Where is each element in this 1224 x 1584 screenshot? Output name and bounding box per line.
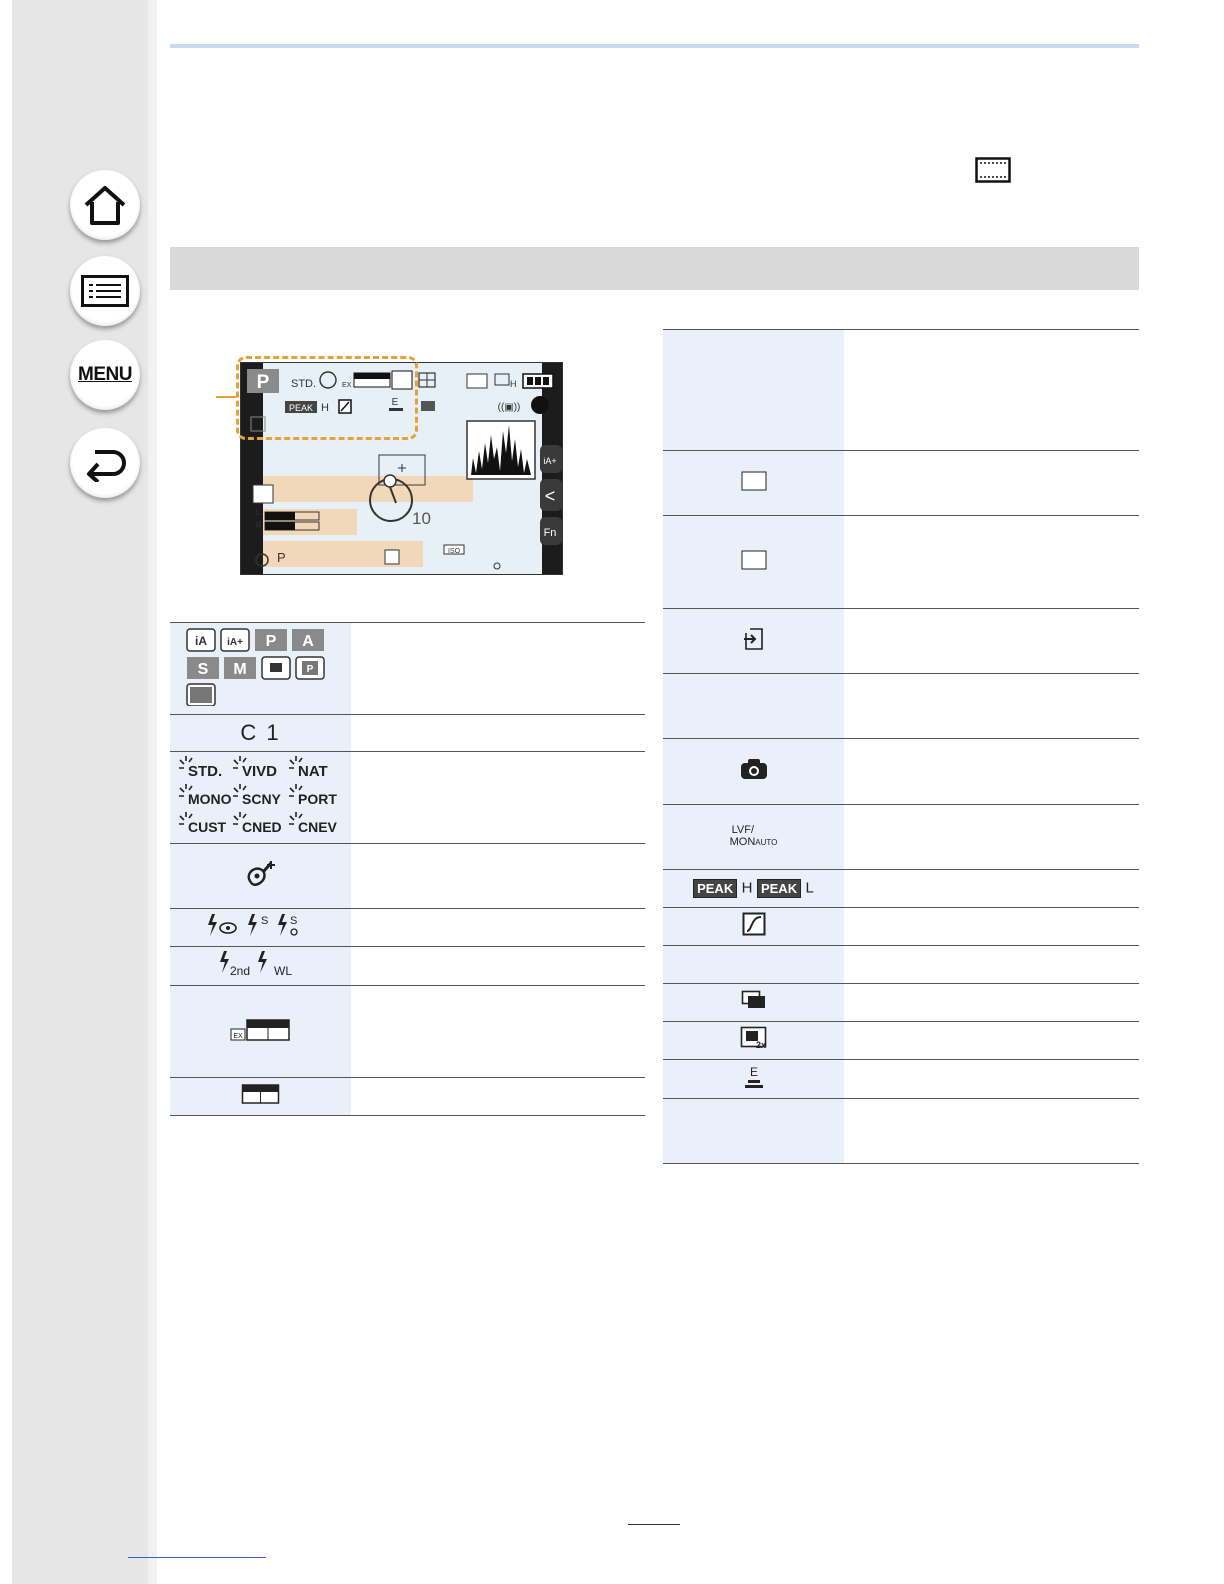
mode-p-label: P — [256, 372, 270, 393]
right-row-7-desc — [844, 805, 1139, 870]
right-row-2-desc — [844, 451, 1139, 516]
table-row — [170, 844, 645, 909]
right-row-1-desc — [844, 330, 1139, 451]
svg-text:S: S — [260, 915, 268, 927]
svg-text:2nd: 2nd — [229, 963, 250, 978]
top-rule — [170, 44, 1139, 48]
mode-desc — [351, 623, 645, 715]
peak-low-label: L — [805, 879, 814, 897]
svg-text:M: M — [232, 661, 247, 678]
camera-icon — [740, 758, 768, 780]
right-row-8-desc — [844, 870, 1139, 908]
svg-text:A: A — [301, 633, 314, 650]
table-row — [663, 1022, 1139, 1060]
photo-style-desc — [351, 752, 645, 844]
table-row — [170, 752, 645, 844]
menu-button[interactable] — [70, 340, 140, 410]
custom-set-label: C 1 — [240, 720, 281, 745]
right-row-11-icon — [663, 984, 844, 1022]
highlight-shadow-curve-icon — [742, 912, 766, 936]
flash-desc — [351, 909, 645, 947]
table-row — [663, 330, 1139, 451]
picture-size-cell — [170, 1078, 351, 1116]
flash-sync-icons — [216, 949, 306, 979]
right-row-6-desc — [844, 739, 1139, 805]
blank-box-icon — [741, 471, 767, 491]
right-row-4-icon — [663, 609, 844, 674]
right-row-11-desc — [844, 984, 1139, 1022]
self-timer-count: 10 — [412, 509, 431, 528]
photo-style-icons — [176, 752, 346, 838]
svg-text:CNED: CNED — [241, 819, 282, 835]
right-row-9-icon — [663, 908, 844, 946]
multiple-exposure-icon — [741, 990, 767, 1010]
sidebar-edge — [148, 0, 157, 1584]
side-button-back: < — [544, 486, 556, 506]
right-row-13-icon — [663, 1060, 844, 1099]
blank-box-icon — [741, 550, 767, 570]
card-access-icon — [742, 627, 766, 651]
svg-text:PEAK: PEAK — [288, 403, 314, 413]
custom-set-desc — [351, 715, 645, 752]
section-header-bar — [170, 247, 1139, 290]
right-row-6-icon — [663, 739, 844, 805]
callout-highlight — [236, 356, 418, 440]
mode-icons-cell — [170, 623, 351, 715]
home-icon — [81, 183, 129, 227]
svg-text:PORT: PORT — [297, 791, 337, 807]
svg-text:L: L — [256, 508, 261, 517]
right-row-12-desc — [844, 1022, 1139, 1060]
electronic-shutter-icon — [742, 1064, 766, 1090]
ex-tele-desc — [351, 986, 645, 1078]
menu-label: MENU — [78, 364, 132, 385]
side-button-fn: Fn — [543, 527, 557, 539]
home-button[interactable] — [70, 170, 140, 240]
back-button[interactable] — [70, 428, 140, 498]
table-row — [663, 908, 1139, 946]
table-row — [663, 1099, 1139, 1164]
svg-text:iA: iA — [194, 634, 207, 648]
right-row-10-icon — [663, 946, 844, 984]
svg-text:CUST: CUST — [187, 819, 226, 835]
svg-text:NAT: NAT — [297, 763, 328, 780]
sidebar — [12, 0, 148, 1584]
svg-text:MONO: MONO — [187, 791, 232, 807]
table-row — [663, 1060, 1139, 1099]
right-row-9-desc — [844, 908, 1139, 946]
right-row-4-desc — [844, 609, 1139, 674]
flash-sync-desc — [351, 947, 645, 986]
svg-text:P: P — [265, 633, 276, 650]
right-row-10-desc — [844, 946, 1139, 984]
right-row-7-icon — [663, 805, 844, 870]
list-icon — [81, 275, 129, 307]
svg-text:((▣)): ((▣)) — [497, 402, 521, 413]
table-row — [170, 623, 645, 715]
peak-high-label: H — [741, 879, 753, 897]
svg-text:VIVD: VIVD — [241, 763, 277, 780]
picture-size-desc — [351, 1078, 645, 1116]
table-row — [663, 870, 1139, 908]
right-row-13-desc — [844, 1060, 1139, 1099]
ex-tele-cell — [170, 986, 351, 1078]
quality-label: E — [391, 397, 399, 408]
table-row — [663, 451, 1139, 516]
footer-link-underline[interactable] — [128, 1557, 266, 1558]
right-row-5-desc — [844, 674, 1139, 739]
right-row-2-icon — [663, 451, 844, 516]
svg-text:iA+: iA+ — [226, 637, 243, 648]
svg-text:WL: WL — [273, 963, 292, 978]
svg-text:R: R — [256, 521, 262, 530]
svg-text:ISO: ISO — [447, 548, 461, 555]
flash-cell — [170, 909, 351, 947]
table-row — [170, 986, 645, 1078]
right-indicator-table — [663, 329, 1139, 1164]
right-row-1-icon — [663, 330, 844, 451]
recording-mode-icons — [186, 626, 336, 706]
svg-text:E: E — [749, 1064, 758, 1079]
left-indicator-table — [170, 622, 645, 1116]
filter-plus-icon — [244, 859, 278, 889]
custom-set-cell — [170, 715, 351, 752]
photo-style-cell — [170, 752, 351, 844]
svg-text:2x: 2x — [755, 1040, 766, 1050]
back-arrow-icon — [81, 444, 129, 482]
right-row-14-icon — [663, 1099, 844, 1164]
movie-frame-icon — [975, 157, 1011, 183]
table-row — [663, 516, 1139, 609]
right-row-8-icon — [663, 870, 844, 908]
side-button-ia: iA+ — [543, 456, 557, 466]
table-row — [663, 984, 1139, 1022]
peak-level-label: H — [321, 402, 329, 414]
flash-sync-cell — [170, 947, 351, 986]
svg-text:EX: EX — [342, 382, 352, 389]
contents-button[interactable] — [70, 256, 140, 326]
table-row — [663, 946, 1139, 984]
peak-badge: PEAK — [693, 879, 737, 898]
lvf-mon-auto-icon: LVF/ MONAUTO — [729, 824, 778, 848]
peak-badge: PEAK — [757, 879, 801, 898]
right-row-3-desc — [844, 516, 1139, 609]
svg-text:S: S — [289, 915, 297, 927]
svg-text:P: P — [277, 550, 286, 565]
filter-desc — [351, 844, 645, 909]
table-row — [663, 674, 1139, 739]
table-row — [170, 909, 645, 947]
callout-leader-line — [216, 396, 236, 398]
svg-text:CNEV: CNEV — [297, 819, 337, 835]
right-row-12-icon — [663, 1022, 844, 1060]
svg-text:P: P — [306, 664, 313, 675]
picture-size-icon — [241, 1083, 281, 1105]
table-row — [170, 715, 645, 752]
flash-mode-icons — [206, 912, 316, 938]
svg-text:EX: EX — [232, 1033, 243, 1040]
ex-tele-icon — [230, 1016, 292, 1042]
page-number-rule — [628, 1524, 680, 1525]
svg-text:STD.: STD. — [187, 763, 222, 780]
svg-text:SCNY: SCNY — [241, 791, 281, 807]
right-row-14-desc — [844, 1099, 1139, 1164]
photo-style-label: STD. — [291, 378, 317, 390]
table-row — [663, 805, 1139, 870]
table-row — [663, 739, 1139, 805]
table-row — [170, 1078, 645, 1116]
right-row-5-icon — [663, 674, 844, 739]
digital-zoom-icon — [740, 1026, 768, 1050]
table-row — [170, 947, 645, 986]
svg-text:S: S — [197, 661, 208, 678]
right-row-3-icon — [663, 516, 844, 609]
filter-cell — [170, 844, 351, 909]
svg-text:H: H — [510, 379, 517, 389]
table-row — [663, 609, 1139, 674]
